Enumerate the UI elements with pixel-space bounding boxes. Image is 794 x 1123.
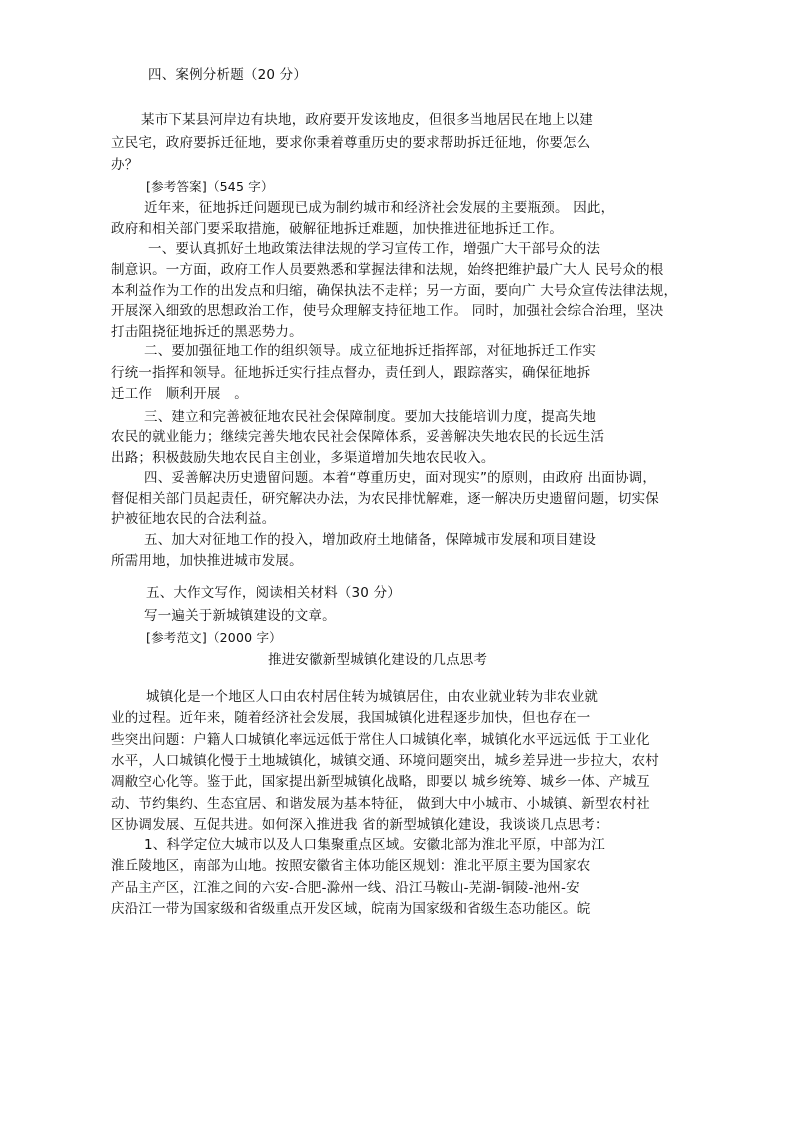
- answer-line: 迁工作 顺利开展 。: [111, 386, 248, 402]
- section5-heading: 五、大作文写作，阅读相关材料（30 分）: [146, 585, 401, 601]
- essay-line: 产品主产区，江淮之间的六安-合肥-滁州一线、沿江马鞍山-芜湖-铜陵-池州-安: [111, 880, 580, 896]
- essay-line: 动、节约集约、生态宜居、和谐发展为基本特征， 做到大中小城市、小城镇、新型农村社: [111, 796, 650, 812]
- answer-line: 制意识。一方面，政府工作人员要熟悉和掌握法律和法规，始终把维护最广大人 民号众的根: [111, 262, 664, 278]
- essay-title: 推进安徽新型城镇化建设的几点思考: [268, 652, 488, 668]
- question-line: 办？: [111, 157, 139, 173]
- answer-label: [参考答案]（545 字）: [146, 179, 274, 194]
- answer-line: 五、加大对征地工作的投入，增加政府土地储备，保障城市发展和项目建设: [144, 532, 597, 548]
- answer-line: 所需用地，加快推进城市发展。: [111, 553, 303, 569]
- essay-prompt: 写一遍关于新城镇建设的文章。: [144, 608, 336, 624]
- answer-line: 打击阻挠征地拆迁的黑恶势力。: [111, 324, 303, 340]
- essay-line: 庆沿江一带为国家级和省级重点开发区域，皖南为国家级和省级生态功能区。皖: [111, 901, 591, 917]
- answer-line: 三、建立和完善被征地农民社会保障制度。要加大技能培训力度，提高失地: [144, 409, 597, 425]
- essay-line: 业的过程。近年来，随着经济社会发展，我国城镇化进程逐步加快，但也存在一: [111, 710, 591, 726]
- answer-line: 本利益作为工作的出发点和归缩，确保执法不走样；另一方面，要向广 大号众宣传法律法规，: [111, 283, 678, 299]
- essay-line: 水平，人口城镇化慢于土地城镇化，城镇交通、环境问题突出，城乡差异进一步拉大，农村: [111, 753, 659, 769]
- essay-line: 区协调发展、互促共进。如何深入推进我 省的新型城镇化建设，我谈谈几点思考：: [111, 817, 609, 833]
- answer-line: 一、要认真抓好土地政策法律法规的学习宣传工作，增强广大干部号众的法: [148, 241, 601, 257]
- question-line: 某市下某县河岸边有块地，政府要开发该地皮，但很多当地居民在地上以建: [141, 112, 594, 128]
- section4-heading: 四、案例分析题（20 分）: [148, 67, 308, 83]
- answer-line: 开展深入细致的思想政治工作，使号众理解支持征地工作。 同时，加强社会综合治理，坚决: [111, 303, 664, 319]
- answer-line: 行统一指挥和领导。征地拆迁实行挂点督办，责任到人，跟踪落实，确保征地拆: [111, 365, 591, 381]
- answer-line: 督促相关部门员起责任，研究解决办法，为农民排忧解难，逐一解决历史遗留问题，切实保: [111, 491, 659, 507]
- answer-line: 政府和相关部门要采取措施，破解征地拆迁难题，加快推进征地拆迁工作。: [111, 221, 564, 237]
- essay-line: 1、科学定位大城市以及人口集聚重点区域。安徽北部为淮北平原，中部为江: [144, 837, 605, 853]
- answer-line: 农民的就业能力；继续完善失地农民社会保障体系，妥善解决失地农民的长远生活: [111, 429, 605, 445]
- essay-line: 城镇化是一个地区人口由农村居住转为城镇居住，由农业就业转为非农业就: [146, 689, 599, 705]
- answer-line: 二、要加强征地工作的组织领导。成立征地拆迁指挥部，对征地拆迁工作实: [144, 343, 597, 359]
- question-line: 立民宅，政府要拆迁征地，要求你秉着尊重历史的要求帮助拆迁征地，你要怎么: [111, 135, 591, 151]
- essay-line: 些突出问题：户籍人口城镇化率远远低于常住人口城镇化率，城镇化水平远远低 于工业化: [111, 732, 650, 748]
- essay-label: [参考范文]（2000 字）: [146, 630, 282, 645]
- answer-line: 近年来，征地拆迁问题现已成为制约城市和经济社会发展的主要瓶颈。 因此，: [144, 200, 615, 216]
- answer-line: 四、妥善解决历史遗留问题。本着“尊重历史，面对现实”的原则，由政府 出面协调，: [144, 470, 657, 486]
- answer-line: 护被征地农民的合法利益。: [111, 511, 276, 527]
- essay-line: 凋敝空心化等。鉴于此，国家提出新型城镇化战略，即要以 城乡统筹、城乡一体、产城互: [111, 774, 650, 790]
- essay-line: 淮丘陵地区，南部为山地。按照安徽省主体功能区规划：淮北平原主要为国家农: [111, 858, 591, 874]
- answer-line: 出路；积极鼓励失地农民自主创业，多渠道增加失地农民收入。: [111, 450, 495, 466]
